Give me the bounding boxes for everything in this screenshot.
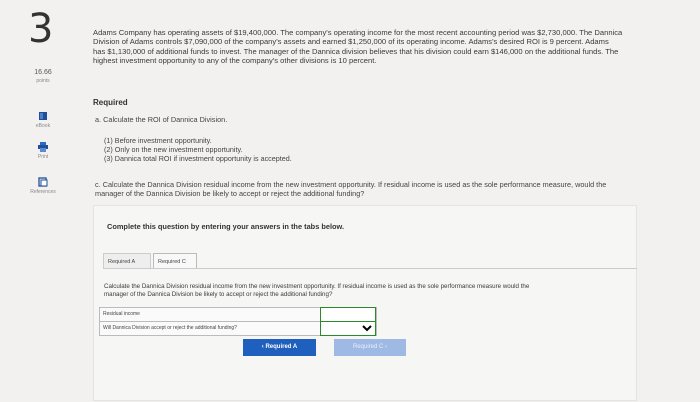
ebook-link[interactable]	[26, 111, 60, 129]
requirement-a-items	[104, 136, 292, 163]
references-icon	[38, 177, 48, 187]
next-button-label: Required C	[352, 344, 384, 350]
problem-text: Adams Company has operating assets of $19,400,000. The company's operating income for the most recent accounting period was $2,730,000. The Dannica Division of Adams controls $7,090,000 of the company's assets and earned $1,250,000 of its operating income. Adams's desired ROI is 9 percent. Adams has $1,130,000 of additional funds to invest. The manager of the Dannica division believes that his division could earn $146,000 on the additional funds. The highest investment opportunity to any of the company's other divisions is 10 percent.	[93, 28, 623, 66]
print-label: Print	[37, 154, 49, 160]
ebook-label: eBook	[35, 123, 51, 129]
print-link[interactable]	[26, 142, 60, 160]
points-indicator	[30, 68, 56, 86]
tab-description: Calculate the Dannica Division residual income from the new investment opportunity. If residual income is used as the sole performance measure would the manager of the Dannica Division be likely to accept or reject the additional funding?	[104, 283, 530, 298]
requirement-c: c. Calculate the Dannica Division residual income from the new investment opportunity. If residual income is used as the sole performance measure, would the manager of the Dannica Division be likely to accept or reject the additional funding?	[95, 180, 607, 199]
printer-icon	[38, 142, 48, 152]
answer-panel	[93, 205, 637, 401]
prev-button[interactable]	[243, 339, 316, 356]
points-value: 16.66	[34, 69, 52, 76]
accept-reject-select[interactable]	[320, 321, 376, 336]
requirement-item: (1) Before investment opportunity.	[104, 136, 212, 145]
next-button[interactable]	[334, 339, 406, 356]
question-number: 3	[28, 6, 54, 52]
complete-instruction: Complete this question by entering your answers in the tabs below.	[107, 222, 345, 231]
table-row	[99, 321, 377, 336]
answer-table	[99, 307, 377, 337]
chevron-right-icon: ›	[383, 344, 388, 350]
references-link[interactable]	[26, 177, 60, 195]
points-label: points	[36, 78, 50, 84]
requirement-item: (2) Only on the new investment opportunity.	[104, 145, 243, 154]
requirement-a: a. Calculate the ROI of Dannica Division.	[95, 115, 228, 124]
references-label: References	[30, 189, 56, 195]
required-heading: Required	[93, 98, 128, 107]
tab-required-c[interactable]: Required C	[153, 253, 197, 269]
table-row	[99, 307, 377, 322]
residual-income-input[interactable]	[320, 307, 376, 322]
book-icon	[38, 111, 48, 121]
chevron-left-icon: ‹	[261, 344, 266, 350]
requirement-item: (3) Dannica total ROI if investment opportunity is accepted.	[104, 154, 292, 163]
prev-button-label: Required A	[265, 344, 298, 350]
tab-divider	[103, 268, 637, 269]
tab-required-a[interactable]: Required A	[103, 253, 151, 269]
row-label: Will Dannica Division accept or reject the additional funding?	[103, 325, 237, 331]
row-label: Residual income	[103, 311, 140, 317]
